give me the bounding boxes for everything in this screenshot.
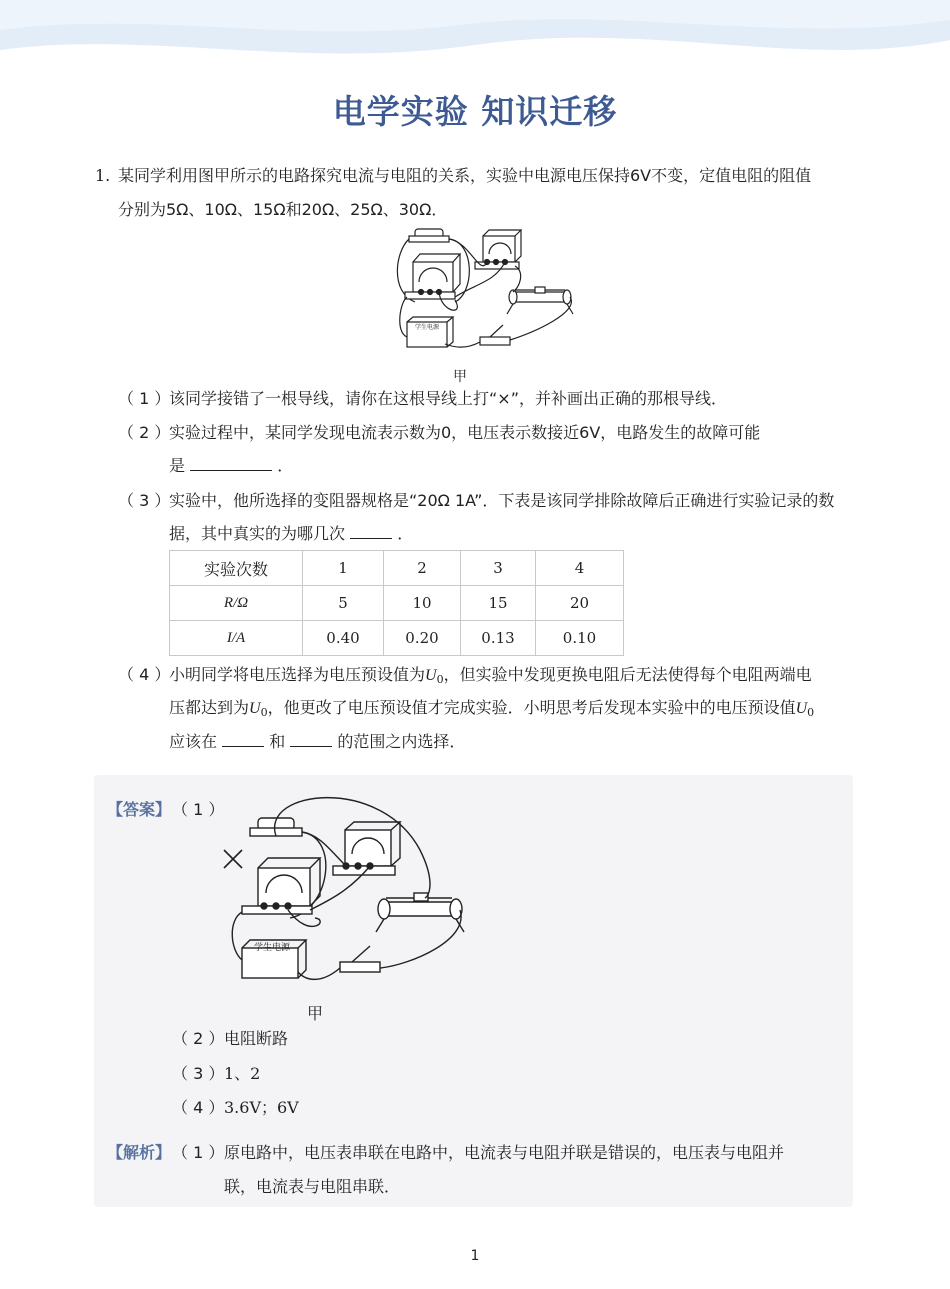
part2-line2-pre: 是 <box>169 456 186 475</box>
answer-blank[interactable] <box>222 732 264 747</box>
part4-line2-a: 压都达到为 <box>169 698 250 717</box>
part4-line2-b: ，他更改了电压预设值才完成实验．小明思考后发现本实验中的电压预设值 <box>267 698 796 717</box>
part2-line2 <box>169 456 293 476</box>
table-cell: 0.20 <box>384 621 461 656</box>
table-cell: I/A <box>170 621 303 656</box>
part3-line2-pre: 据，其中真实的为哪几次 <box>169 524 346 543</box>
part3-line2-post: ． <box>397 524 414 543</box>
answer-part2-label: （ 2 ） <box>172 1029 225 1048</box>
part2-label: （ 2 ） <box>118 423 171 442</box>
part4-line3-c: 的范围之内选择． <box>337 732 466 751</box>
answer-part4-text: 3.6V；6V <box>224 1098 299 1117</box>
figure-label-question: 甲 <box>453 369 467 385</box>
part4-line1 <box>169 665 812 690</box>
part4-line2 <box>169 698 814 723</box>
power-supply-label: 学生电源 <box>254 942 291 952</box>
table-cell: 0.10 <box>536 621 624 656</box>
part4-text-a: 小明同学将电压选择为电压预设值为 <box>169 665 426 684</box>
var-u: U <box>425 667 437 684</box>
answer-blank[interactable] <box>290 732 332 747</box>
analysis-line1: 原电路中，电压表串联在电路中，电流表与电阻并联是错误的，电压表与电阻并 <box>224 1143 785 1162</box>
question-stem-line1: 某同学利用图甲所示的电路探究电流与电阻的关系，实验中电源电压保持6V不变，定值电阻的阻值 <box>118 166 812 185</box>
part3-line2 <box>169 524 413 544</box>
part1-label: （ 1 ） <box>118 389 171 408</box>
part4-line3-b: 和 <box>269 732 286 751</box>
power-supply-label: 学生电源 <box>415 325 440 331</box>
part4-text-b: ，但实验中发现更换电阻后无法使得每个电阻两端电 <box>443 665 812 684</box>
analysis-line2: 联，电流表与电阻串联． <box>224 1177 401 1196</box>
table-cell: 10 <box>384 586 461 621</box>
part3-text: 实验中，他所选择的变阻器规格是“20Ω 1A”．下表是该同学排除故障后正确进行实验记录的数 <box>169 491 835 510</box>
answer-blank[interactable] <box>350 524 392 539</box>
page-title: 电学实验 知识迁移 <box>332 92 618 131</box>
part4-label: （ 4 ） <box>118 665 171 684</box>
part4-line3-a: 应该在 <box>169 732 218 751</box>
table-row <box>170 551 624 586</box>
table-cell: 5 <box>303 586 384 621</box>
table-row <box>170 621 624 656</box>
question-number: 1. <box>95 166 111 185</box>
data-table <box>169 550 624 656</box>
part1-text: 该同学接错了一根导线，请你在这根导线上打“×”，并补画出正确的那根导线． <box>169 389 727 408</box>
table-cell: 2 <box>384 551 461 586</box>
var-sub: 0 <box>436 673 444 686</box>
table-cell: 实验次数 <box>170 551 303 586</box>
figure-label-answer: 甲 <box>307 1004 324 1023</box>
question-stem-line2: 分别为5Ω、10Ω、15Ω和20Ω、25Ω、30Ω． <box>118 200 448 219</box>
table-cell: 20 <box>536 586 624 621</box>
table-cell: 4 <box>536 551 624 586</box>
answer-part1-label: （ 1 ） <box>172 800 225 819</box>
header-wave-decoration <box>0 0 950 70</box>
table-cell: 0.40 <box>303 621 384 656</box>
table-cell: 15 <box>461 586 536 621</box>
answer-part4-label: （ 4 ） <box>172 1098 225 1117</box>
table-cell: 0.13 <box>461 621 536 656</box>
part3-label: （ 3 ） <box>118 491 171 510</box>
table-cell: 1 <box>303 551 384 586</box>
var-u: U <box>249 700 261 717</box>
var-sub: 0 <box>260 706 268 719</box>
var-sub: 0 <box>807 706 815 719</box>
answer-tag: 【答案】 <box>107 800 172 819</box>
answer-part2-text: 电阻断路 <box>224 1029 289 1048</box>
analysis-tag: 【解析】 <box>107 1143 172 1162</box>
part2-line2-post: ． <box>277 456 294 475</box>
table-row <box>170 586 624 621</box>
var-u: U <box>795 700 808 717</box>
part4-line3 <box>169 732 465 752</box>
part2-text: 实验过程中，某同学发现电流表示数为0，电压表示数接近6V，电路发生的故障可能 <box>169 423 761 442</box>
answer-part3-text: 1、2 <box>224 1064 261 1083</box>
table-cell: 3 <box>461 551 536 586</box>
circuit-figure-answer <box>220 790 465 990</box>
circuit-figure-question <box>395 222 585 357</box>
answer-blank[interactable] <box>190 456 272 471</box>
analysis-label: （ 1 ） <box>172 1143 225 1162</box>
page-number: 1 <box>470 1248 480 1264</box>
table-cell: R/Ω <box>170 586 303 621</box>
answer-part3-label: （ 3 ） <box>172 1064 225 1083</box>
